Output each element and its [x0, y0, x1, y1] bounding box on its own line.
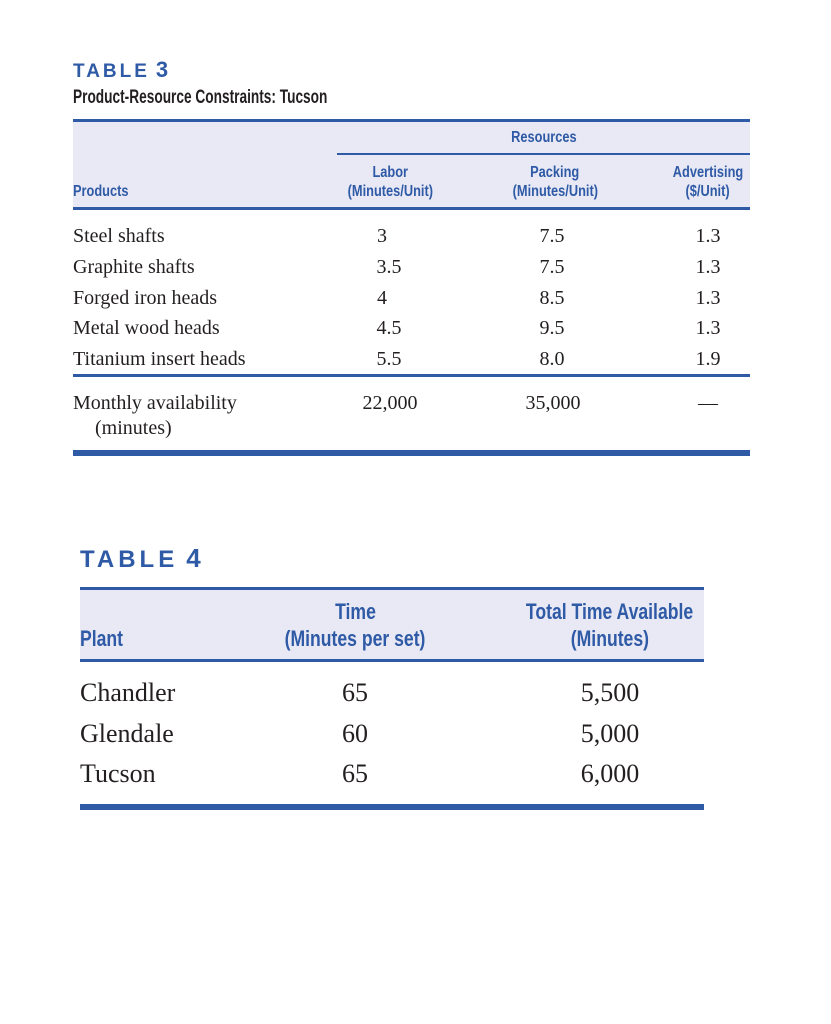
plant-name: Chandler: [80, 678, 176, 707]
table3-group-header: Resources: [510, 129, 577, 146]
packing-value: 7.5: [539, 256, 565, 278]
product-name: Metal wood heads: [73, 317, 220, 339]
table4-bottom-rule: [80, 804, 704, 810]
labor-value: 3.5: [376, 256, 402, 278]
total-value: 5,000: [580, 719, 640, 748]
advertising-value: 1.3: [695, 256, 721, 278]
product-name: Steel shafts: [73, 225, 165, 247]
advertising-availability: —: [698, 392, 718, 414]
total-value: 6,000: [580, 759, 640, 788]
packing-value: 8.0: [539, 348, 565, 370]
table3-label: [73, 57, 168, 83]
table4-header-rule: [80, 659, 704, 662]
product-name: Forged iron heads: [73, 287, 218, 309]
product-name: Graphite shafts: [73, 256, 195, 278]
product-name: Titanium insert heads: [73, 348, 246, 370]
labor-availability: 22,000: [362, 392, 418, 414]
packing-value: 9.5: [539, 317, 565, 339]
table4-header-plant: Plant: [80, 626, 124, 651]
labor-value: 4: [377, 287, 387, 309]
table3-header-rule: [73, 207, 750, 210]
table3-header-labor: Labor (Minutes/Unit): [347, 164, 433, 200]
total-value: 5,500: [580, 678, 640, 707]
plant-name: Tucson: [80, 759, 156, 788]
advertising-value: 1.3: [695, 317, 721, 339]
table3-title: Product-Resource Constraints: Tucson: [73, 87, 328, 108]
table4-header-total: Total Time Available (Minutes): [526, 599, 694, 651]
time-value: 60: [342, 719, 368, 748]
packing-value: 7.5: [539, 225, 565, 247]
time-value: 65: [342, 678, 368, 707]
table3-footer-rule: [73, 374, 750, 377]
table3-group-rule: [337, 153, 750, 155]
time-value: 65: [342, 759, 368, 788]
labor-value: 5.5: [376, 348, 402, 370]
table3-label-word: TABLE: [73, 61, 150, 82]
plant-name: Glendale: [80, 719, 174, 748]
packing-value: 8.5: [539, 287, 565, 309]
table4-label-word: TABLE: [80, 546, 179, 573]
table4-header-time: Time (Minutes per set): [284, 599, 426, 651]
table3-header-packing: Packing (Minutes/Unit): [512, 164, 598, 200]
table3-header-advertising: Advertising ($/Unit): [672, 164, 744, 200]
labor-value: 4.5: [376, 317, 402, 339]
table3-label-number: 3: [155, 57, 169, 82]
advertising-value: 1.3: [695, 287, 721, 309]
table4-label-number: 4: [186, 543, 201, 573]
table4-label: [80, 543, 201, 574]
advertising-value: 1.9: [695, 348, 721, 370]
table3-bottom-rule: [73, 450, 750, 456]
table3-header-products: Products: [73, 183, 129, 200]
labor-value: 3: [377, 225, 387, 247]
packing-availability: 35,000: [525, 392, 581, 414]
availability-label: Monthly availability (minutes): [73, 392, 237, 439]
advertising-value: 1.3: [695, 225, 721, 247]
